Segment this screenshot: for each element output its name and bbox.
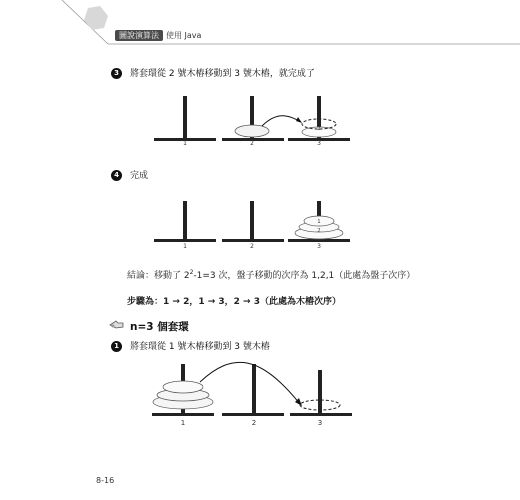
peg-label-1: 1: [183, 140, 187, 147]
peg-3: [318, 370, 322, 414]
step-number: 4: [111, 170, 122, 181]
peg-2: [252, 364, 256, 414]
disc-1: [163, 381, 203, 393]
step-3: [111, 66, 315, 79]
peg-1: [183, 201, 187, 240]
peg-label-2: 2: [250, 243, 254, 250]
disc-label-2: 2: [317, 228, 321, 234]
disc-label-1: 1: [317, 219, 321, 225]
conclusion-prefix: 結論：移動了 2: [127, 271, 190, 281]
conclusion-superscript: 2: [189, 269, 194, 276]
chapter-tag: [115, 30, 201, 41]
peg-label-3: 3: [317, 140, 321, 147]
move-arrow: [200, 362, 300, 404]
step-number: 1: [111, 341, 122, 352]
peg-label-3: 3: [317, 243, 321, 250]
book-subtitle-tag: 使用 Java: [166, 31, 202, 40]
page-number: 8-16: [96, 476, 115, 485]
steps-line: 步驟為：1 → 2，1 → 3，2 → 3（此處為木樁次序）: [127, 297, 341, 307]
step-text: 將套環從 1 號木樁移動到 3 號木樁: [130, 342, 270, 352]
step-1: [111, 339, 270, 352]
hand-pointer-icon: [109, 319, 125, 331]
arrow-head: [296, 117, 302, 123]
base-2: [222, 413, 284, 416]
step-text: 將套環從 2 號木樁移動到 3 號木樁，就完成了: [130, 69, 315, 79]
peg-label-2: 2: [251, 419, 257, 427]
peg-label-3: 3: [317, 419, 323, 427]
base-3: [290, 413, 352, 416]
peg-2: [250, 201, 254, 240]
book-title-tag: 圖說演算法: [115, 30, 163, 41]
disc-label: 2: [317, 126, 321, 132]
section-title: n=3 個套環: [130, 321, 189, 333]
base-1: [152, 413, 214, 416]
base-3: [288, 239, 350, 242]
conclusion-suffix: -1=3 次，盤子移動的次序為 1,2,1（此處為盤子次序）: [193, 271, 416, 281]
peg-label-1: 1: [183, 243, 187, 250]
peg-1: [183, 96, 187, 139]
step-4: [111, 168, 148, 181]
peg-label-1: 1: [180, 419, 186, 427]
hexagon-icon: [84, 6, 108, 30]
peg-label-2: 2: [250, 140, 254, 147]
step-text: 完成: [130, 171, 149, 181]
step-number: 3: [111, 68, 122, 79]
step1-figure: [150, 358, 370, 423]
conclusion-text: [127, 268, 415, 281]
header-decoration: [0, 0, 520, 60]
base-1: [154, 239, 216, 242]
base-2: [222, 239, 284, 242]
disc-2: [235, 125, 269, 137]
move-arrow: [262, 116, 301, 126]
